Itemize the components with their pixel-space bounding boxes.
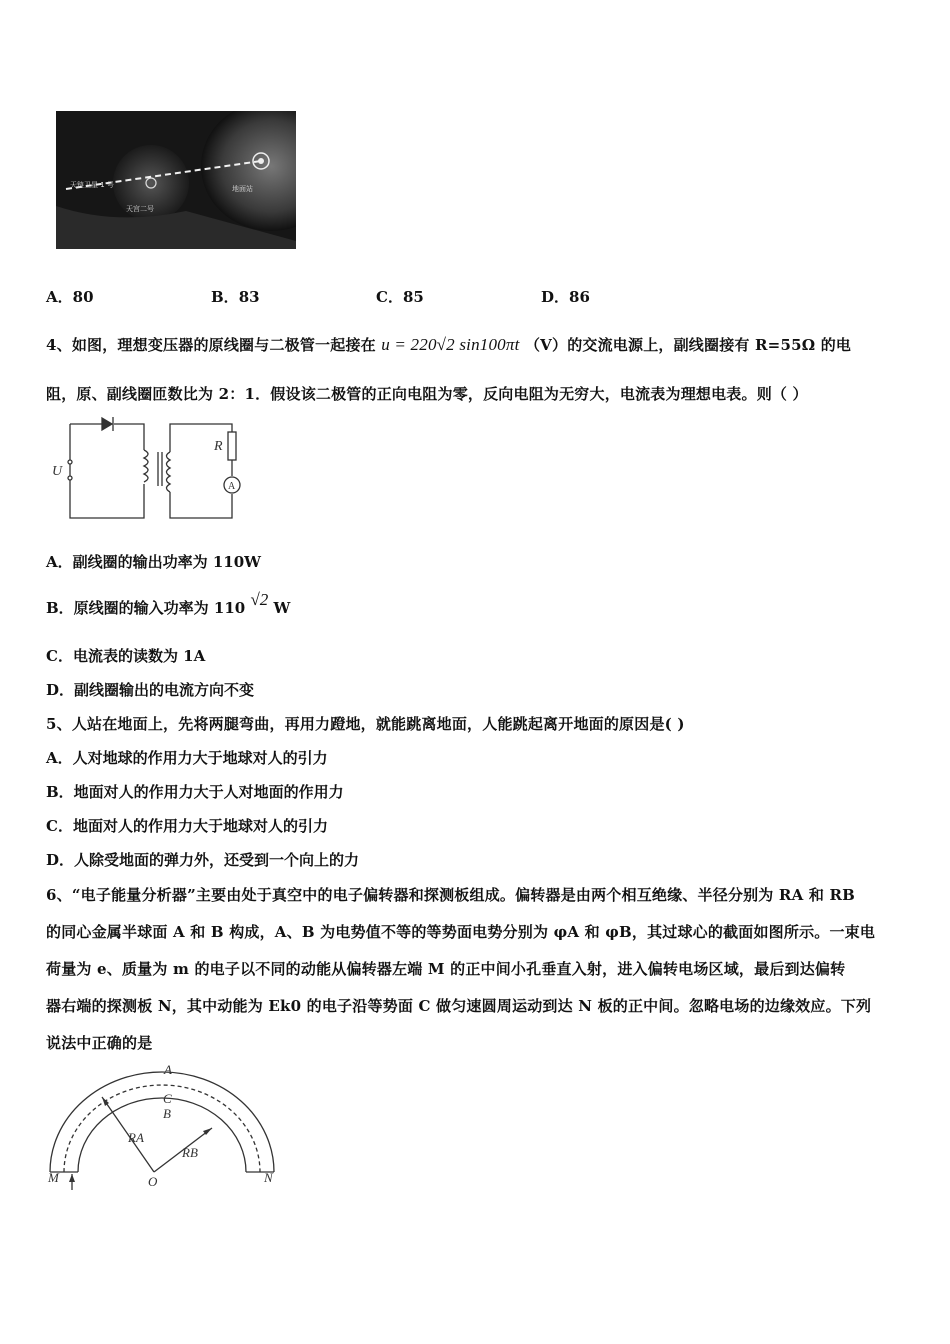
- satellite-photo-graphic: [56, 111, 296, 249]
- photo-label-bottom: 天宫二号: [126, 205, 154, 213]
- q5-option-a: A．人对地球的作用力大于地球对人的引力: [46, 749, 328, 767]
- q4-formula: u = 220√2 sin100πt: [381, 335, 520, 354]
- q5-stem: 5、人站在地面上，先将两腿弯曲，再用力蹬地，就能跳离地面，人能跳起离开地面的原因是( ): [46, 715, 685, 733]
- q6-deflector-diagram: [42, 1062, 282, 1198]
- circuit-graphic: [44, 412, 254, 527]
- q4-option-b: B．原线圈的输入功率为 110 √2 W: [46, 590, 291, 617]
- satellite-photo: [56, 111, 296, 249]
- q4-option-d: D．副线圈输出的电流方向不变: [46, 681, 255, 699]
- q4-circuit-diagram: [44, 412, 254, 531]
- circuit-label-a: A: [228, 481, 236, 492]
- photo-label-right: 地面站: [232, 185, 253, 193]
- q5-option-c: C．地面对人的作用力大于地球对人的引力: [46, 817, 328, 835]
- diagram-label-a: A: [164, 1062, 172, 1077]
- q4-option-c: C．电流表的读数为 1A: [46, 647, 206, 665]
- diagram-label-rb: RB: [182, 1145, 198, 1160]
- circuit-label-r: R: [214, 439, 223, 454]
- diagram-label-o: O: [148, 1174, 158, 1189]
- diagram-label-ra: RA: [128, 1130, 144, 1145]
- q5-option-d: D．人除受地面的弹力外，还受到一个向上的力: [46, 851, 360, 869]
- q6-stem-line5: 说法中正确的是: [46, 1034, 153, 1052]
- q5-option-b: B．地面对人的作用力大于人对地面的作用力: [46, 783, 344, 801]
- deflector-graphic: [42, 1062, 282, 1194]
- diagram-label-c: C: [163, 1091, 172, 1106]
- q3-option-b: B．83: [211, 288, 260, 306]
- q3-option-a: A．80: [46, 288, 94, 306]
- q6-stem-line4: 器右端的探测板 N，其中动能为 Ek0 的电子沿等势面 C 做匀速圆周运动到达 N 板的正中间。忽略电场的边缘效应。下列: [46, 997, 872, 1015]
- q6-stem-line2: 的同心金属半球面 A 和 B 构成，A、B 为电势值不等的等势面电势分别为 φA 和 φB，其过球心的截面如图所示。一束电: [46, 923, 876, 941]
- circuit-label-u: U: [52, 464, 63, 479]
- q3-option-c: C．85: [376, 288, 424, 306]
- q6-stem-line1: 6、“电子能量分析器”主要由处于真空中的电子偏转器和探测板组成。偏转器是由两个相互绝缘、半径分别为 RA 和 RB: [46, 886, 856, 904]
- q4-option-b-sqrt: √2: [250, 590, 269, 609]
- diagram-label-b: B: [163, 1106, 171, 1121]
- q6-stem-line3: 荷量为 e、质量为 m 的电子以不同的动能从偏转器左端 M 的正中间小孔垂直入射，进入偏转电场区域，最后到达偏转: [46, 960, 846, 978]
- diagram-label-n: N: [264, 1170, 273, 1185]
- q4-stem-line1: 4、如图，理想变压器的原线圈与二极管一起接在 u = 220√2 sin100πt （V）的交流电源上，副线圈接有 R=55Ω 的电: [46, 335, 852, 354]
- q3-option-d: D．86: [541, 288, 590, 306]
- photo-label-left: 天链卫星 1 号: [70, 181, 114, 189]
- q4-stem-line2: 阻，原、副线圈匝数比为 2：1．假设该二极管的正向电阻为零，反向电阻为无穷大，电流表为理想电表。则（ ）: [46, 385, 808, 403]
- q4-option-a: A．副线圈的输出功率为 110W: [46, 553, 262, 571]
- diagram-label-m: M: [48, 1170, 59, 1185]
